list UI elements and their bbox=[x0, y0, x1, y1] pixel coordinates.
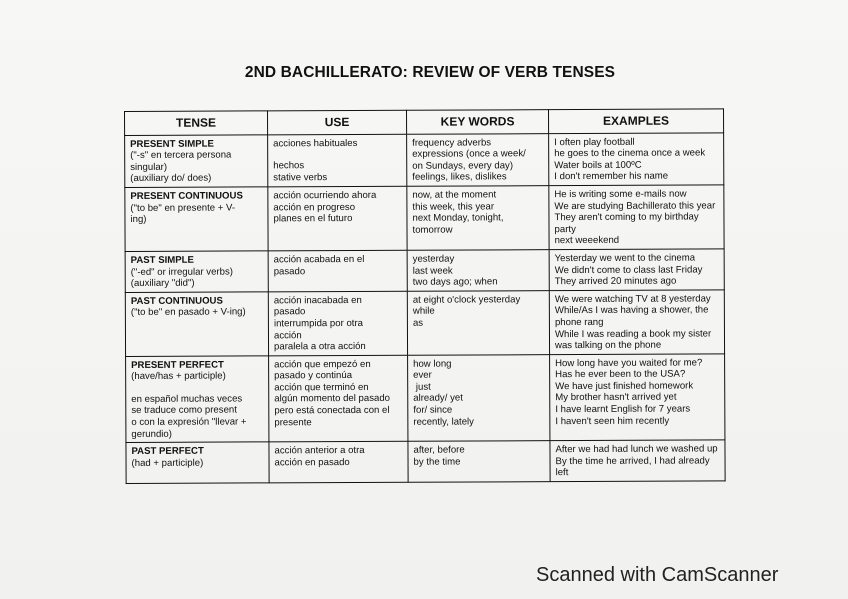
example-line: he goes to the cinema once a week bbox=[554, 147, 706, 160]
key-words-cell bbox=[407, 186, 549, 251]
example-line: How long have you waited for me? bbox=[555, 357, 703, 369]
table-row bbox=[126, 354, 725, 443]
verb-tenses-table bbox=[124, 108, 726, 484]
tense-cell bbox=[125, 292, 268, 357]
examples-cell bbox=[550, 354, 725, 441]
key-word-line: how long bbox=[413, 358, 452, 370]
key-words-cell bbox=[407, 250, 549, 291]
tense-note bbox=[131, 382, 264, 394]
example-line: I often play football bbox=[554, 136, 635, 148]
tense-note: o con la expresión "llevar + bbox=[131, 416, 247, 429]
example-line: I haven't seen him recently bbox=[555, 415, 670, 427]
tense-note: ("-s" en tercera persona bbox=[130, 149, 232, 162]
use-line bbox=[273, 149, 402, 161]
key-word-line: at eight o'clock yesterday bbox=[412, 293, 521, 306]
tense-note: ("-ed" or irregular verbs) bbox=[130, 266, 233, 278]
key-word-line: last week bbox=[412, 265, 453, 277]
example-line: After we had had lunch we washed up bbox=[555, 443, 718, 456]
tense-name: PAST SIMPLE bbox=[130, 254, 194, 266]
example-line: Water boils at 100ºC bbox=[554, 159, 642, 171]
scanner-watermark: Scanned with CamScanner bbox=[536, 564, 779, 586]
header-use: USE bbox=[268, 110, 407, 134]
example-line: We are studying Bachillerato this year bbox=[554, 199, 716, 212]
use-line: stative verbs bbox=[273, 171, 328, 184]
tense-cell bbox=[126, 356, 269, 443]
use-line: acción bbox=[273, 329, 302, 341]
tense-cell bbox=[125, 187, 268, 252]
key-word-line: expressions (once a week/ bbox=[412, 148, 526, 160]
use-line: acción acabada en el bbox=[273, 253, 365, 266]
header-examples: EXAMPLES bbox=[548, 109, 723, 133]
tense-note: (auxiliary "did") bbox=[130, 277, 195, 290]
key-word-line: already/ yet bbox=[413, 392, 463, 405]
table-row bbox=[125, 132, 724, 187]
examples-cell bbox=[549, 249, 724, 291]
use-cell bbox=[268, 291, 407, 356]
use-line: pero está conectada con el bbox=[274, 404, 390, 417]
example-line: We were watching TV at 8 yesterday bbox=[554, 293, 711, 305]
use-line: acción anterior a otra bbox=[274, 445, 365, 457]
key-word-line: this week, this year bbox=[412, 200, 495, 213]
tense-note: gerundio) bbox=[131, 428, 172, 440]
table-header-row bbox=[125, 109, 724, 135]
use-line: presente bbox=[274, 416, 312, 429]
example-line: He is writing some e-mails now bbox=[554, 188, 687, 201]
use-cell bbox=[269, 355, 408, 442]
key-word-line: frequency adverbs bbox=[412, 136, 492, 149]
example-line: I have learnt English for 7 years bbox=[555, 403, 691, 416]
key-words-cell bbox=[407, 290, 549, 355]
use-line: acciones habituales bbox=[273, 137, 358, 149]
example-line: Has he ever been to the USA? bbox=[555, 368, 686, 381]
key-word-line: feelings, likes, dislikes bbox=[412, 171, 507, 184]
tense-cell bbox=[125, 134, 268, 187]
tense-note: se traduce como present bbox=[131, 404, 237, 417]
use-line: pasado y continúa bbox=[274, 370, 353, 382]
use-line: acción en progreso bbox=[273, 201, 356, 213]
use-line: acción que empezó en bbox=[274, 358, 371, 371]
key-word-line: two days ago; when bbox=[412, 276, 498, 288]
key-word-line: as bbox=[412, 317, 424, 329]
examples-cell bbox=[550, 440, 725, 482]
use-cell bbox=[268, 250, 407, 291]
tense-note: ("to be" en pasado + V-ing) bbox=[130, 306, 246, 319]
example-line: I don't remember his name bbox=[554, 171, 669, 183]
example-line: phone rang bbox=[554, 316, 604, 329]
document-title: 2ND BACHILLERATO: REVIEW OF VERB TENSES bbox=[244, 64, 616, 81]
tense-note: (auxiliary do/ does) bbox=[130, 172, 212, 185]
key-word-line: next Monday, tonight, bbox=[412, 212, 504, 224]
tense-note: (have/has + participle) bbox=[131, 370, 226, 383]
tense-name: PRESENT SIMPLE bbox=[130, 138, 214, 150]
example-line: By the time he arrived, I had already left bbox=[555, 455, 713, 479]
examples-cell bbox=[549, 290, 724, 355]
example-line: We have just finished homework bbox=[555, 380, 694, 392]
example-line: They aren't coming to my birthday party bbox=[554, 211, 702, 235]
use-line: planes en el futuro bbox=[273, 213, 353, 225]
key-words-cell bbox=[408, 441, 550, 482]
tense-cell bbox=[125, 251, 268, 292]
table-row bbox=[126, 440, 725, 483]
tense-note: (had + participle) bbox=[131, 457, 204, 469]
table-row bbox=[125, 185, 724, 252]
key-word-line: for/ since bbox=[413, 404, 453, 416]
key-word-line: by the time bbox=[413, 456, 461, 468]
key-word-line: after, before bbox=[413, 444, 465, 456]
use-line: acción ocurriendo ahora bbox=[273, 189, 377, 202]
key-word-line: on Sundays, every day) bbox=[412, 160, 514, 172]
use-line: acción que terminó en bbox=[274, 381, 369, 394]
key-word-line: yesterday bbox=[412, 253, 455, 265]
use-line: paralela a otra acción bbox=[274, 341, 366, 353]
tense-note: ing) bbox=[130, 214, 147, 226]
table-row bbox=[125, 249, 724, 292]
example-line: Yesterday we went to the cinema bbox=[554, 252, 696, 265]
key-word-line: ever bbox=[413, 369, 432, 382]
key-words-cell bbox=[408, 354, 550, 441]
use-cell bbox=[269, 442, 408, 483]
key-word-line: just bbox=[413, 381, 431, 393]
example-line: We didn't come to class last Friday bbox=[554, 264, 703, 276]
example-line: was talking on the phone bbox=[555, 339, 662, 352]
tense-name: PAST CONTINUOUS bbox=[130, 295, 223, 307]
tense-cell bbox=[126, 442, 269, 483]
example-line: next weeekend bbox=[554, 235, 620, 247]
use-line: acción en pasado bbox=[274, 456, 350, 469]
use-cell bbox=[268, 134, 407, 187]
header-tense: TENSE bbox=[125, 111, 268, 135]
example-line: They arrived 20 minutes ago bbox=[554, 275, 677, 288]
tense-note: en español muchas veces bbox=[131, 393, 243, 405]
key-word-line: tomorrow bbox=[412, 224, 453, 236]
key-word-line: while bbox=[412, 305, 435, 318]
table-row bbox=[125, 290, 724, 357]
use-line: algún momento del pasado bbox=[274, 393, 391, 405]
use-line: pasado bbox=[273, 306, 306, 318]
use-line: hechos bbox=[273, 160, 305, 172]
table-body bbox=[125, 132, 726, 483]
example-line: While I was reading a book my sister bbox=[554, 327, 712, 340]
header-key-words: KEY WORDS bbox=[406, 110, 548, 134]
key-word-line: recently, lately bbox=[413, 416, 474, 428]
tense-note: ("to be" en presente + V- bbox=[130, 202, 236, 214]
tense-note: singular) bbox=[130, 161, 168, 173]
use-line: pasado bbox=[273, 265, 306, 277]
example-line: My brother hasn't arrived yet bbox=[555, 392, 677, 404]
examples-cell bbox=[549, 185, 724, 250]
use-line: acción inacabada en bbox=[273, 294, 362, 307]
key-word-line: now, at the moment bbox=[412, 189, 497, 201]
key-words-cell bbox=[407, 133, 549, 186]
tense-name: PRESENT CONTINUOUS bbox=[130, 190, 243, 202]
use-cell bbox=[268, 186, 407, 251]
example-line: While/As I was having a shower, the bbox=[554, 304, 709, 317]
tense-name: PAST PERFECT bbox=[131, 445, 204, 458]
tense-name: PRESENT PERFECT bbox=[131, 359, 224, 371]
examples-cell bbox=[549, 132, 724, 185]
use-line: interrumpida por otra bbox=[273, 317, 364, 330]
